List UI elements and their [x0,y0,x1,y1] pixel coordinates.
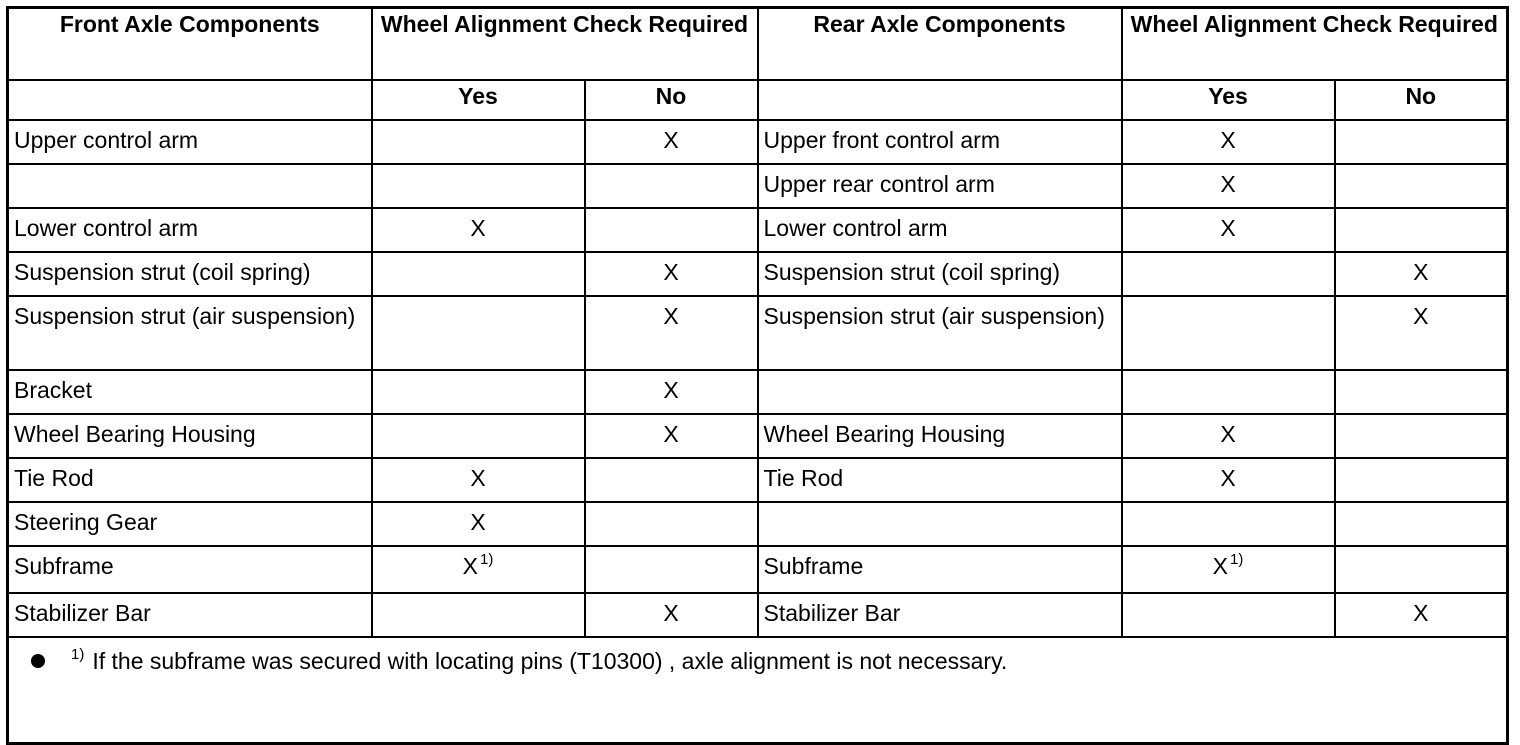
rear-component-cell: Tie Rod [758,458,1122,502]
note-row [8,637,1508,744]
rear-component-cell: Upper front control arm [758,120,1122,164]
rear-yes-cell [1122,502,1335,546]
table-row [8,414,1508,458]
rear-yes-cell [1122,370,1335,414]
front-yes-cell [372,296,585,370]
front-yes-cell [372,546,585,593]
rear-yes-cell: X [1122,458,1335,502]
rear-no-cell: X [1335,252,1508,296]
table-row [8,458,1508,502]
front-no-cell [585,458,758,502]
table-row [8,296,1508,370]
rear-component-cell: Suspension strut (coil spring) [758,252,1122,296]
table-row [8,252,1508,296]
rear-component-cell: Upper rear control arm [758,164,1122,208]
table-row [8,502,1508,546]
front-no-cell: X [585,120,758,164]
front-component-cell: Stabilizer Bar [8,593,372,637]
table-row [8,164,1508,208]
front-yes-cell: X [372,208,585,252]
footnote-ref: 1) [480,551,494,568]
front-yes-cell: X [372,502,585,546]
header-rear-no: No [1335,80,1508,120]
rear-no-cell [1335,546,1508,593]
front-yes-cell [372,593,585,637]
front-no-cell: X [585,414,758,458]
front-no-cell [585,164,758,208]
rear-component-cell [758,502,1122,546]
footnote-text: If the subframe was secured with locating pins (T10300) , axle alignment is not necessary. [92,648,1008,674]
header-rear-axle-components: Rear Axle Components [758,8,1122,81]
front-component-cell: Lower control arm [8,208,372,252]
front-no-cell [585,208,758,252]
rear-no-cell [1335,120,1508,164]
rear-yes-cell [1122,546,1335,593]
front-yes-cell [372,370,585,414]
table-row [8,546,1508,593]
rear-no-cell: X [1335,593,1508,637]
front-component-cell: Steering Gear [8,502,372,546]
front-yes-cell: X [372,458,585,502]
rear-component-cell: Suspension strut (air suspension) [758,296,1122,370]
table-row [8,370,1508,414]
front-component-cell: Tie Rod [8,458,372,502]
rear-yes-cell [1122,252,1335,296]
footnote-marker: 1) [71,646,85,663]
front-component-cell: Bracket [8,370,372,414]
header-front-yes: Yes [372,80,585,120]
rear-yes-cell [1122,296,1335,370]
rear-component-cell: Lower control arm [758,208,1122,252]
table-row [8,120,1508,164]
rear-yes-cell: X [1122,414,1335,458]
front-component-cell: Upper control arm [8,120,372,164]
front-yes-cell [372,414,585,458]
front-no-cell: X [585,252,758,296]
rear-component-cell: Wheel Bearing Housing [758,414,1122,458]
front-yes-cell [372,252,585,296]
header-front-axle-components: Front Axle Components [8,8,372,81]
rear-yes-cell: X [1122,120,1335,164]
front-component-cell: Suspension strut (coil spring) [8,252,372,296]
front-no-cell [585,502,758,546]
rear-no-cell: X [1335,296,1508,370]
rear-component-cell: Subframe [758,546,1122,593]
front-no-cell: X [585,296,758,370]
rear-no-cell [1335,458,1508,502]
rear-no-cell [1335,208,1508,252]
header-front-no: No [585,80,758,120]
front-component-cell: Wheel Bearing Housing [8,414,372,458]
front-component-cell: Subframe [8,546,372,593]
bullet-icon [31,654,45,668]
header-blank-front [8,80,372,120]
rear-yes-cell: X [1122,164,1335,208]
rear-yes-mark: X [1212,553,1229,579]
front-no-cell [585,546,758,593]
footnote-ref: 1) [1230,551,1244,568]
rear-no-cell [1335,164,1508,208]
rear-yes-cell: X [1122,208,1335,252]
rear-component-cell: Stabilizer Bar [758,593,1122,637]
table-row [8,593,1508,637]
rear-component-cell [758,370,1122,414]
header-front-wheel-alignment-check: Wheel Alignment Check Required [372,8,758,81]
rear-no-cell [1335,370,1508,414]
table-row [8,208,1508,252]
front-yes-cell [372,120,585,164]
header-rear-yes: Yes [1122,80,1335,120]
rear-yes-cell [1122,593,1335,637]
front-no-cell: X [585,593,758,637]
wheel-alignment-table [6,6,1509,745]
front-component-cell [8,164,372,208]
front-yes-cell [372,164,585,208]
front-no-cell: X [585,370,758,414]
header-blank-rear [758,80,1122,120]
header-rear-wheel-alignment-check: Wheel Alignment Check Required [1122,8,1508,81]
rear-no-cell [1335,502,1508,546]
front-yes-mark: X [462,553,478,579]
front-component-cell: Suspension strut (air suspension) [8,296,372,370]
footnote-cell [8,637,1508,744]
rear-no-cell [1335,414,1508,458]
